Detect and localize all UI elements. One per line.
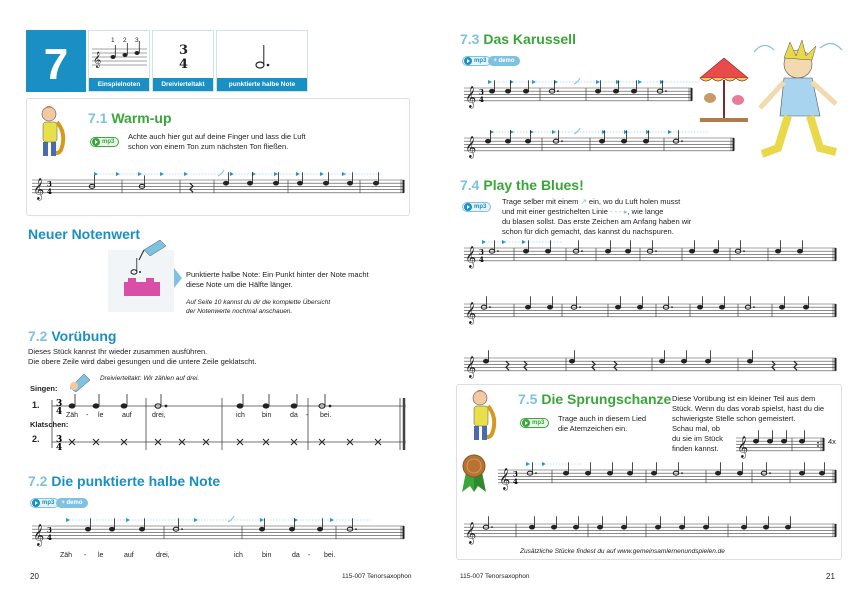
fingering-3: 3 [135, 37, 139, 44]
treble-clef-icon: 𝄞 [465, 136, 477, 158]
rest-icon [772, 361, 775, 370]
note-head [747, 359, 752, 363]
sprungschanze-text [558, 414, 668, 434]
note-dot [557, 90, 559, 92]
note-head [763, 525, 768, 529]
note-head [563, 471, 568, 475]
note-head [681, 359, 686, 363]
note-head [505, 89, 510, 93]
note-head [523, 249, 528, 253]
karussell-number: 7.3 [460, 31, 480, 47]
side-text-line: Schau mal, ob [672, 424, 720, 433]
svg-text:4: 4 [56, 407, 63, 417]
note-dot [671, 306, 673, 308]
blues-text-line: schon für dich gemacht, das kannst du nachspuren. [502, 227, 674, 236]
karussell-mp3-button[interactable] [462, 56, 491, 66]
note-head [505, 139, 510, 143]
note-head [547, 305, 552, 309]
time-signature: 3 [479, 87, 484, 97]
note-dot [581, 250, 583, 252]
note-head [585, 471, 590, 475]
blues-title: Play the Blues! [483, 177, 584, 193]
vorubung-text-line: Dieses Stück kannst Ihr wieder zusammen ausführen. [28, 347, 208, 356]
punktierte-number: 7.2 [28, 473, 48, 489]
side-text-line: finden kannst. [672, 444, 719, 453]
treble-clef-icon: 𝄞 [465, 86, 477, 108]
lyric: - [84, 552, 87, 559]
note-head [785, 525, 790, 529]
note-head [779, 305, 784, 309]
karussell-audio [462, 56, 520, 66]
rest-icon [614, 361, 617, 370]
header-label-dreivierteltakt: Dreivierteltakt [153, 78, 213, 91]
lyric: le [98, 552, 104, 559]
blues-heading [460, 177, 584, 193]
rest-icon [506, 361, 509, 370]
note-dot [535, 472, 537, 474]
saxophone-player-illustration [33, 104, 71, 160]
mp3-label: mp3 [474, 204, 487, 210]
notenwert-text-line: Punktierte halbe Note: Ein Punkt hinter der Note macht [186, 270, 369, 279]
svg-text:4: 4 [56, 443, 63, 453]
note-head [289, 527, 294, 531]
repeat-dot [817, 442, 819, 444]
lyric: da [290, 412, 298, 419]
note-dot [681, 140, 683, 142]
treble-clef-icon: 𝄞 [737, 436, 749, 458]
note-dot [665, 90, 667, 92]
breath-mark-icon: ↗ [580, 197, 587, 206]
page-number-left: 20 [30, 572, 39, 581]
chapter-number: 7 [26, 30, 86, 92]
lyric: Zäh [66, 412, 79, 419]
footer-right: 115-007 Tenorsaxophon [460, 573, 530, 580]
svg-text:3: 3 [56, 435, 63, 445]
note-head [737, 471, 742, 475]
dotted-half-note-icon [253, 41, 273, 71]
treble-clef-icon: 𝄞 [465, 302, 477, 324]
rest-icon [524, 361, 527, 370]
note-head [551, 525, 556, 529]
line-1-label: 1. [32, 400, 40, 410]
note-head [247, 181, 252, 185]
warmup-text-line: schon von einem Ton zum nächsten Ton fließen. [128, 142, 289, 151]
warmup-staff [30, 166, 406, 212]
mp3-label: mp3 [474, 58, 487, 64]
note-head [803, 305, 808, 309]
note-head [489, 89, 494, 93]
rest-icon [592, 361, 595, 370]
vorubung-hint: Dreivierteltakt: Wir zählen auf drei. [100, 375, 200, 382]
lyric: - [306, 412, 309, 419]
breath-mark-icon [218, 170, 224, 176]
header-label-einspielnoten: Einspielnoten [89, 78, 149, 91]
note-head [799, 439, 804, 443]
dashed-line-icon: - - - ▸ [610, 207, 628, 216]
note-head [317, 527, 322, 531]
note-head [655, 525, 660, 529]
notenwert-text-line: diese Note um die Hälfte länger. [186, 280, 293, 289]
mp3-label: mp3 [532, 420, 545, 426]
note-head [659, 359, 664, 363]
time-signature: 3 [479, 247, 484, 257]
treble-clef-icon: 𝄞 [499, 468, 511, 490]
punktierte-staff [30, 514, 406, 550]
note-head [109, 527, 114, 531]
warmup-mp3-button[interactable] [90, 137, 119, 147]
svg-text:𝄞: 𝄞 [93, 51, 102, 67]
note-dot [681, 472, 683, 474]
fingering-2: 2 [123, 37, 127, 44]
breath-mark-icon [574, 128, 580, 134]
note-head [529, 525, 534, 529]
lyric: - [308, 552, 311, 559]
note-head [767, 439, 772, 443]
lyric: bei. [320, 412, 332, 419]
note-head [689, 249, 694, 253]
sprungschanze-heading [518, 391, 671, 407]
rhythm-line-singen [50, 392, 410, 462]
notenwert-note-line: der Notenwerte nochmal anschauen. [186, 308, 293, 315]
footer-left: 115-007 Tenorsaxophon [342, 573, 412, 580]
note-head [643, 139, 648, 143]
note-head [799, 471, 804, 475]
play-icon [464, 203, 472, 211]
note-head [797, 249, 802, 253]
note-head [259, 527, 264, 531]
repeat-dot [817, 445, 819, 447]
note-dot [181, 528, 183, 530]
notenwert-title: Neuer Notenwert [28, 226, 141, 242]
note-head [85, 527, 90, 531]
carousel-illustration [696, 54, 752, 124]
note-head [697, 305, 702, 309]
note-dot [769, 472, 771, 474]
lyric: bin [262, 412, 272, 419]
note-head [607, 471, 612, 475]
note-head [139, 527, 144, 531]
saxophone-player-illustration [464, 388, 502, 444]
karussell-staff-1 [462, 76, 694, 114]
note-head [819, 471, 824, 475]
note-dot [491, 526, 493, 528]
punktierte-title: Die punktierte halbe Note [51, 473, 221, 489]
pencil-hand-icon [66, 372, 92, 392]
klatschen-label: Klatschen: [30, 420, 69, 429]
note-head [223, 181, 228, 185]
note-dot [655, 250, 657, 252]
note-head [781, 439, 786, 443]
note-head [615, 305, 620, 309]
blues-text-part: , wie lange [627, 207, 664, 216]
treble-clef-icon: 𝄞 [465, 522, 477, 544]
note-dot [489, 306, 491, 308]
karussell-title: Das Karussell [483, 31, 576, 47]
note-head [621, 525, 626, 529]
time-signature: 4 [479, 254, 484, 264]
note-head [679, 525, 684, 529]
note-head [651, 471, 656, 475]
sprungschanze-text-line: die Atemzeichen ein. [558, 424, 628, 433]
note-head [719, 305, 724, 309]
time-signature-top: 3 [179, 43, 189, 58]
svg-text:3: 3 [56, 399, 63, 409]
note-head [485, 139, 490, 143]
time-signature-bottom: 4 [179, 57, 189, 72]
mp3-label: mp3 [42, 500, 55, 506]
sprungschanze-staff-2 [462, 512, 838, 550]
note-head [347, 181, 352, 185]
sprungschanze-text-line: Trage auch in diesem Lied [558, 414, 647, 423]
punktierte-demo-button[interactable]: + demo [56, 498, 87, 508]
blues-staff-1 [462, 236, 838, 272]
rest-icon [794, 361, 797, 370]
punktierte-mp3-button[interactable] [30, 498, 59, 508]
treble-clef-icon: 𝄞 [33, 178, 45, 200]
time-signature: 3 [47, 525, 52, 535]
warmup-heading [88, 110, 172, 126]
note-head [631, 89, 636, 93]
side-text-line: Diese Vorübung ist ein kleiner Teil aus dem [672, 394, 816, 403]
lyric: auf [124, 552, 134, 559]
note-dot [579, 306, 581, 308]
note-head [705, 359, 710, 363]
vorubung-mini-staff [734, 432, 826, 460]
blues-text-line: du blasen sollst. Das erste Zeichen am Anfang haben wir [502, 217, 692, 226]
lego-brick-illustration [118, 238, 172, 308]
lyric: bei. [324, 552, 336, 559]
side-text-line: schwierigste Stelle schon gemeistert. [672, 414, 796, 423]
notenwert-note-line: Auf Seite 10 kannst du dir die komplette Übersicht [186, 299, 331, 306]
blues-text-part: ein, wo du Luft holen musst [588, 197, 681, 206]
sprungschanze-number: 7.5 [518, 391, 538, 407]
treble-clef-icon: 𝄞 [33, 524, 45, 546]
vorubung-title: Vorübung [51, 328, 117, 344]
notenwert-arrow-icon [174, 268, 182, 288]
note-head [545, 249, 550, 253]
lyric: auf [122, 412, 132, 419]
lyric: ich [234, 552, 243, 559]
note-dot [355, 528, 357, 530]
page-number-right: 21 [826, 572, 835, 581]
karussell-heading [460, 31, 576, 47]
blues-mp3-button[interactable] [462, 202, 491, 212]
breath-mark-icon [228, 516, 234, 522]
note-head [625, 249, 630, 253]
karussell-staff-2 [462, 126, 736, 164]
note-head [483, 359, 488, 363]
blues-staff-2 [462, 292, 838, 328]
time-signature: 3 [47, 179, 52, 189]
lyric: le [98, 412, 104, 419]
note-head [597, 525, 602, 529]
punktierte-heading [28, 473, 220, 489]
sprungschanze-title: Die Sprungschanze [541, 391, 672, 407]
time-signature: 4 [513, 476, 518, 486]
treble-clef-icon: 𝄞 [465, 356, 477, 378]
header-box-einspielnoten [88, 30, 150, 92]
play-icon [464, 57, 472, 65]
note-head [297, 181, 302, 185]
rest-icon [190, 183, 193, 192]
header-box-dreivierteltakt [152, 30, 214, 92]
repeat-count: 4x [828, 437, 836, 446]
note-head [525, 305, 530, 309]
treble-clef-icon: 𝄞 [465, 246, 477, 268]
note-dot [753, 306, 755, 308]
note-head [613, 89, 618, 93]
fingering-1: 1 [111, 37, 115, 44]
warmup-text [128, 132, 398, 152]
blues-text-part: Trage selber mit einem [502, 197, 579, 206]
note-dot [561, 140, 563, 142]
note-head [627, 471, 632, 475]
notenwert-note [186, 298, 406, 316]
einspielnoten-staff [89, 31, 149, 79]
play-icon [32, 499, 40, 507]
note-head [569, 359, 574, 363]
note-head [599, 139, 604, 143]
note-head [595, 89, 600, 93]
blues-number: 7.4 [460, 177, 480, 193]
sprungschanze-footer-note: Zusätzliche Stücke findest du auf www.gemeinsamlernenundspielen.de [520, 548, 725, 555]
lyric: da [292, 552, 300, 559]
note-head [605, 249, 610, 253]
header-box-punktierte-halbe [216, 30, 308, 92]
side-text-line: Stück. Wenn du das vorab spielst, hast du die [672, 404, 825, 413]
note-head [273, 181, 278, 185]
sprungschanze-mp3-button[interactable] [520, 418, 549, 428]
lyric: Zäh [60, 552, 73, 559]
vorubung-number: 7.2 [28, 328, 48, 344]
punktierte-audio [30, 498, 88, 508]
time-signature: 4 [479, 94, 484, 104]
time-signature: 4 [47, 532, 52, 542]
notenwert-text [186, 270, 406, 290]
note-head [703, 525, 708, 529]
note-head [621, 139, 626, 143]
karussell-demo-button[interactable]: + demo [488, 56, 519, 66]
note-head [715, 471, 720, 475]
warmup-title: Warm-up [111, 110, 172, 126]
blues-staff-3 [462, 346, 838, 382]
note-head [637, 305, 642, 309]
lyric: drei, [152, 412, 166, 419]
lyric: drei, [156, 552, 170, 559]
note-head [323, 181, 328, 185]
blues-text [502, 197, 742, 237]
line-2-label: 2. [32, 434, 40, 444]
note-dot [497, 250, 499, 252]
note-head [573, 525, 578, 529]
side-text-line: du sie im Stück [672, 434, 723, 443]
note-head [713, 249, 718, 253]
note-head [753, 439, 758, 443]
vorubung-text [28, 347, 408, 367]
medal-icon [460, 452, 488, 494]
play-icon [92, 138, 100, 146]
note-head [523, 89, 528, 93]
note-dot [743, 250, 745, 252]
note-head [525, 139, 530, 143]
note-head [373, 181, 378, 185]
dizzy-boy-illustration [750, 38, 846, 164]
time-signature: 3 [513, 469, 518, 479]
note-head [741, 525, 746, 529]
lyric: - [86, 412, 89, 419]
header-label-punktierte-halbe: punktierte halbe Note [217, 78, 307, 91]
lyric: bin [262, 552, 272, 559]
sprungschanze-staff-1 [496, 458, 838, 496]
breath-mark-icon [574, 78, 580, 84]
mp3-label: mp3 [102, 139, 115, 145]
note-head [775, 249, 780, 253]
singen-label: Singen: [30, 384, 58, 393]
time-signature: 4 [47, 186, 52, 196]
warmup-text-line: Achte auch hier gut auf deine Finger und lass die Luft [128, 132, 306, 141]
blues-text-part: und mit einer gestrichelten Linie [502, 207, 608, 216]
vorubung-heading [28, 328, 116, 344]
vorubung-text-line: Die obere Zeile wird dabei gesungen und die untere Zeile geklatscht. [28, 357, 257, 366]
lyric: ich [236, 412, 245, 419]
play-icon [522, 419, 530, 427]
warmup-number: 7.1 [88, 110, 108, 126]
